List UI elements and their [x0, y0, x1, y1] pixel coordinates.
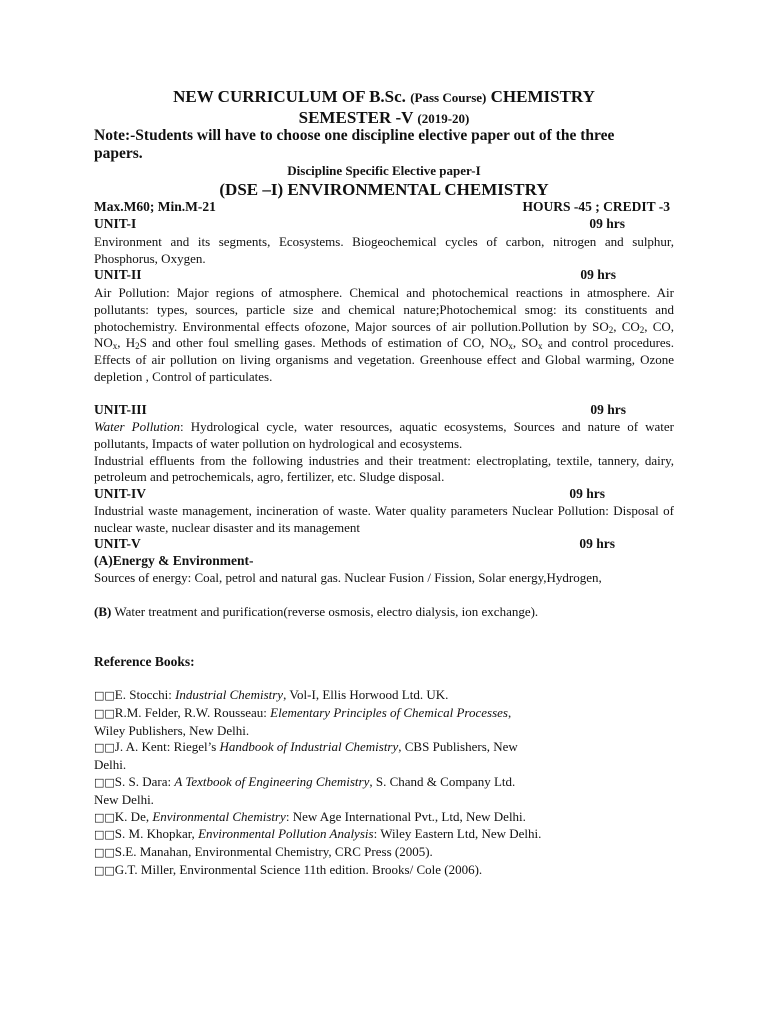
reference-list [94, 687, 674, 880]
unit-5-sub-a: (A)Energy & Environment- [94, 553, 254, 568]
bullet-icon: □□ [94, 810, 115, 824]
dse-title: (DSE –I) ENVIRONMENTAL CHEMISTRY [219, 180, 549, 199]
ref-title: Handbook of Industrial Chemistry [219, 739, 399, 755]
dse-label: Discipline Specific Elective paper-I [287, 163, 481, 178]
bullet-icon: □□ [94, 706, 115, 720]
unit-3-text [94, 419, 674, 486]
bullet-icon: □□ [94, 775, 115, 789]
title-small: (Pass Course) [410, 90, 487, 105]
unit-1-text: Environment and its segments, Ecosystems. Biogeochemical cycles of carbon, nitrogen and sulphur, Phosphorus, Oxygen. [94, 234, 674, 266]
unit-4-header [94, 486, 605, 502]
bullet-icon: □□ [94, 846, 115, 860]
unit-4-title: UNIT-IV [94, 486, 147, 501]
subscript: x [508, 341, 513, 352]
unit-5-title: UNIT-V [94, 536, 141, 551]
bullet-icon: □□ [94, 741, 115, 755]
ref-text: , S. Chand & Company Ltd. [369, 773, 516, 789]
unit-2-title: UNIT-II [94, 267, 142, 282]
unit-5-text-a: Sources of energy: Coal, petrol and natural gas. Nuclear Fusion / Fission, Solar energy,Hydrogen, [94, 570, 602, 585]
ref-text: : Wiley Eastern Ltd, New Delhi. [373, 826, 542, 842]
unit-1-hrs: 09 hrs [589, 216, 625, 231]
ref-text: , Vol-I, Ellis Horwood Ltd. UK. [283, 687, 449, 702]
ref-text: , CBS Publishers, New [398, 739, 518, 755]
unit-5-hrs: 09 hrs [579, 536, 615, 551]
unit-5-sub-b: (B) [94, 604, 112, 619]
unit-2-text-f: , SO [512, 335, 538, 351]
reference-item [94, 705, 674, 723]
unit-2-text-c: , CO, NO [94, 318, 674, 351]
unit-5-header [94, 536, 615, 552]
unit-3-header [94, 402, 626, 418]
note [94, 127, 674, 163]
unit-4-hrs: 09 hrs [569, 486, 605, 501]
unit-2-text-d: , H [117, 335, 136, 351]
marks: Max.M60; Min.M-21 [94, 199, 216, 214]
unit-3-title: UNIT-III [94, 402, 147, 417]
ref-text: J. A. Kent: Riegel’s [114, 739, 220, 755]
unit-3-text-a: : Hydrological cycle, water resources, aquatic ecosystems, Sources and nature of water pollutants, Impacts of water pollution on hydrological and ecosystems. [94, 419, 675, 451]
note-line-1: Note:-Students will have to choose one discipline elective paper out of the three [94, 127, 615, 144]
ref-title: Elementary Principles of Chemical Processes [270, 704, 508, 720]
semester-year: (2019-20) [417, 111, 470, 126]
ref-text: S. M. Khopkar, [114, 826, 199, 842]
hours-credit: HOURS -45 ; CREDIT -3 [522, 199, 670, 214]
bullet-icon: □□ [94, 828, 115, 842]
reference-item [94, 826, 674, 844]
unit-3-para-2: Industrial effluents from the following industries and their treatment: electroplating, textile, tannery, dairy, petroleum and petrochemicals, agro, fertilizer, etc. Sludge disposal. [94, 452, 674, 485]
subscript: 2 [639, 324, 645, 335]
unit-2-text-g: and control procedures. Effects of air pollution on living organisms and vegetation. Greenhouse effect and Global warming, Ozone depletion , Control of particulates. [94, 335, 674, 384]
unit-3-para-1 [94, 419, 674, 453]
ref-text: G.T. Miller, Environmental Science 11th edition. Brooks/ Cole (2006). [114, 861, 483, 877]
ref-title: Environmental Pollution Analysis [198, 826, 374, 842]
unit-5-text-b-line [94, 604, 674, 621]
ref-text: E. Stocchi: [114, 687, 176, 702]
subscript: x [537, 341, 543, 352]
title-post: CHEMISTRY [490, 87, 595, 106]
reference-item [94, 774, 674, 792]
reference-item [94, 687, 674, 705]
reference-item [94, 809, 674, 827]
ref-text: K. De, [114, 808, 153, 824]
ref-title: A Textbook of Engineering Chemistry [174, 773, 370, 789]
reference-item [94, 862, 674, 880]
bullet-icon: □□ [94, 863, 115, 877]
unit-1-header [94, 216, 625, 232]
unit-2-text-b: , CO [613, 318, 640, 334]
unit-3-italic-lead: Water Pollution [94, 419, 181, 434]
unit-4-text: Industrial waste management, incineration of waste. Water quality parameters Nuclear Pollution: Disposal of nuclear waste, nuclear disaster and its management [94, 503, 674, 535]
subscript: x [112, 341, 118, 352]
unit-2-text-a: Air Pollution: Major regions of atmosphere. Chemical and photochemical reactions in atmosphere. Air pollutants: types, sources, particle size and chemical nature;Photochemical smog: its constituents and photochemistry. Environmental effects ofozone, Major sources of air pollution.Pollution by SO [94, 285, 674, 334]
unit-2-text [94, 285, 674, 386]
unit-2-hrs: 09 hrs [580, 267, 616, 282]
title-pre: NEW CURRICULUM OF B.Sc. [173, 87, 406, 106]
reference-item [94, 844, 674, 862]
unit-2-header [94, 267, 616, 283]
note-line-2: papers. [94, 145, 143, 162]
semester-label: SEMESTER -V [298, 108, 414, 127]
reference-continuation: Delhi. [94, 757, 127, 773]
reference-continuation: Wiley Publishers, New Delhi. [94, 722, 250, 738]
reference-item [94, 739, 674, 757]
subscript: 2 [135, 341, 140, 352]
unit-2-text-e: S and other foul smelling gases. Methods of estimation of CO, NO [139, 335, 509, 351]
unit-5-text-b: Water treatment and purification(reverse osmosis, electro dialysis, ion exchange). [111, 604, 539, 619]
bullet-icon: □□ [94, 689, 115, 702]
ref-text: , [507, 704, 512, 720]
ref-text: R.M. Felder, R.W. Rousseau: [114, 704, 271, 720]
page-title [94, 87, 674, 107]
ref-text: : New Age International Pvt., Ltd, New Delhi. [285, 808, 526, 824]
references-heading: Reference Books: [94, 654, 195, 669]
ref-title: Environmental Chemistry [152, 808, 286, 824]
semester-heading [94, 108, 674, 128]
marks-row [94, 199, 670, 215]
unit-3-hrs: 09 hrs [590, 402, 626, 417]
ref-text: S.E. Manahan, Environmental Chemistry, CRC Press (2005). [114, 844, 433, 860]
subscript: 2 [608, 324, 614, 335]
reference-continuation: New Delhi. [94, 791, 154, 807]
unit-1-title: UNIT-I [94, 216, 137, 231]
ref-title: Industrial Chemistry [175, 687, 284, 702]
ref-text: S. S. Dara: [114, 773, 175, 789]
